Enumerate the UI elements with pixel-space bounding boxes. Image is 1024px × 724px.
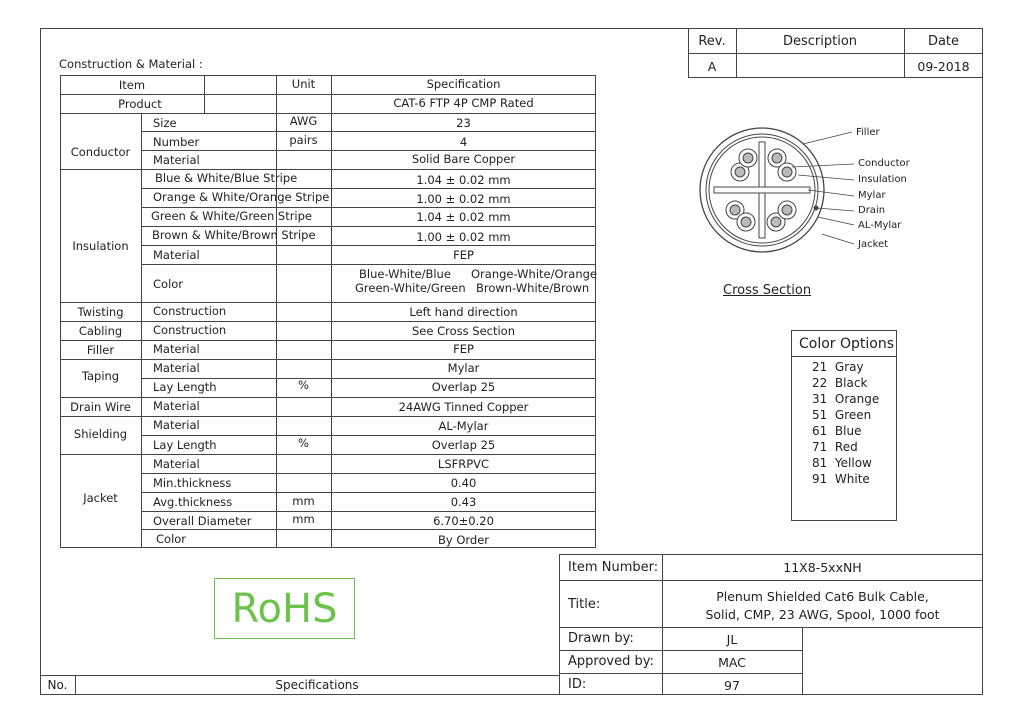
color-option-item: 71 Red [812, 440, 858, 454]
jacket-label: Jacket [83, 491, 118, 505]
color-options-list [812, 359, 879, 487]
table-rule [60, 397, 596, 398]
footer-specifications-label: Specifications [275, 678, 359, 692]
drain-wire-name: Material [153, 399, 200, 413]
table-rule [141, 150, 596, 151]
table-rule [141, 188, 596, 189]
product-label: Product [118, 97, 162, 111]
label-insulation: Insulation [858, 174, 907, 185]
color-option-item: 91 White [812, 472, 870, 486]
footer-no-label: No. [47, 678, 68, 692]
table-rule [60, 302, 596, 303]
color-option-item: 22 Black [812, 376, 868, 390]
taping-material-label: Material [153, 361, 200, 375]
title-block-rule [559, 554, 983, 555]
jacket-material-spec: LSFRPVC [437, 457, 490, 471]
taping-laylength-spec: Overlap 25 [431, 380, 496, 394]
drain-wire-spec: 24AWG Tinned Copper [398, 400, 529, 414]
drain-wire-label: Drain Wire [70, 400, 131, 414]
jacket-diameter-label: Overall Diameter [153, 514, 252, 528]
table-rule [60, 94, 596, 95]
table-rule [60, 454, 596, 455]
shielding-label: Shielding [73, 427, 128, 441]
conductor-number-label: Number [153, 135, 200, 149]
insulation-blue-label: Blue & White/Blue Stripe [155, 171, 298, 185]
jacket-diameter-unit: mm [292, 512, 315, 526]
jacket-color-label: Color [156, 532, 187, 546]
conductor-size-label: Size [153, 116, 177, 130]
insulation-brown-spec: 1.00 ± 0.02 mm [416, 230, 511, 244]
table-rule [141, 207, 596, 208]
table-rule [141, 473, 596, 474]
insulation-color-3: Green-White/Green [355, 281, 466, 295]
insulation-color-label: Color [153, 277, 184, 291]
filler-label: Filler [86, 343, 115, 357]
title-line-1: Plenum Shielded Cat6 Bulk Cable, [716, 589, 929, 604]
filler-name: Material [153, 342, 200, 356]
label-mylar: Mylar [858, 190, 886, 201]
twisting-spec: Left hand direction [409, 305, 518, 319]
insulation-green-label: Green & White/Green Stripe [151, 209, 313, 223]
label-filler: Filler [856, 127, 880, 138]
date-header: Date [927, 34, 960, 49]
title-block-rule [559, 673, 802, 674]
conductor-number-spec: 4 [459, 135, 468, 149]
title-block-rule [559, 627, 983, 628]
color-option-item: 31 Orange [812, 392, 880, 406]
item-number-label: Item Number: [568, 560, 659, 575]
color-option-item: 21 Gray [812, 360, 864, 374]
shielding-material-label: Material [153, 418, 200, 432]
taping-label: Taping [81, 369, 120, 383]
insulation-blue-spec: 1.04 ± 0.02 mm [416, 173, 511, 187]
rev-value: A [707, 59, 717, 74]
jacket-diameter-spec: 6.70±0.20 [433, 514, 494, 528]
conductor-size-unit: AWG [289, 114, 318, 128]
title-block-rule [559, 650, 802, 651]
title-label: Title: [568, 597, 601, 612]
header-unit: Unit [291, 77, 316, 91]
table-rule [60, 359, 596, 360]
title-block-divider [802, 627, 803, 695]
taping-laylength-unit: % [298, 378, 309, 392]
color-option-item: 51 Green [812, 408, 872, 422]
footer-rule [40, 675, 559, 676]
table-rule [141, 264, 596, 265]
table-rule [141, 511, 596, 512]
table-rule [141, 245, 596, 246]
jacket-avgthickness-label: Avg.thickness [153, 495, 233, 509]
cabling-name: Construction [153, 323, 227, 337]
insulation-color-2: Orange-White/Orange [471, 267, 597, 281]
header-item: Item [118, 78, 146, 92]
revision-rule [688, 53, 983, 54]
product-spec: CAT-6 FTP 4P CMP Rated [393, 96, 534, 110]
filler-spec: FEP [453, 342, 474, 356]
description-header: Description [782, 34, 858, 49]
shielding-laylength-label: Lay Length [153, 438, 217, 452]
jacket-avgthickness-spec: 0.43 [450, 495, 477, 509]
jacket-avgthickness-unit: mm [292, 494, 315, 508]
table-rule [60, 416, 596, 417]
shielding-laylength-spec: Overlap 25 [431, 438, 496, 452]
date-value: 09-2018 [917, 59, 970, 74]
id-value: 97 [724, 678, 740, 693]
insulation-orange-spec: 1.00 ± 0.02 mm [416, 192, 511, 206]
table-rule [141, 529, 596, 530]
twisting-name: Construction [153, 304, 227, 318]
insulation-color-4: Brown-White/Brown [476, 281, 590, 295]
rev-header: Rev. [698, 34, 726, 49]
table-rule [60, 321, 596, 322]
insulation-label: Insulation [72, 239, 129, 253]
id-label: ID: [568, 677, 587, 692]
insulation-orange-label: Orange & White/Orange Stripe [153, 190, 330, 204]
cabling-spec: See Cross Section [411, 324, 515, 338]
title-block-divider [662, 554, 663, 695]
drawn-by-value: JL [726, 632, 738, 647]
shielding-laylength-unit: % [298, 436, 309, 450]
insulation-material-spec: FEP [453, 248, 474, 262]
jacket-color-spec: By Order [437, 533, 490, 547]
filler-cross [714, 142, 810, 238]
conductor-number-unit: pairs [289, 133, 318, 147]
color-options-title: Color Options [799, 336, 895, 352]
jacket-minthickness-spec: 0.40 [450, 476, 477, 490]
insulation-brown-label: Brown & White/Brown Stripe [152, 228, 316, 242]
table-rule [141, 131, 596, 132]
shielding-material-spec: AL-Mylar [438, 419, 489, 433]
insulation-color-1: Blue-White/Blue [359, 267, 451, 281]
color-option-item: 61 Blue [812, 424, 862, 438]
table-rule [141, 492, 596, 493]
label-jacket: Jacket [858, 239, 889, 250]
label-conductor: Conductor [858, 158, 910, 169]
title-line-2: Solid, CMP, 23 AWG, Spool, 1000 foot [705, 607, 940, 622]
insulation-green-spec: 1.04 ± 0.02 mm [416, 210, 511, 224]
insulation-material-label: Material [153, 248, 200, 262]
table-rule [60, 340, 596, 341]
twisting-label: Twisting [77, 305, 124, 319]
drawn-by-label: Drawn by: [568, 631, 634, 646]
taping-laylength-label: Lay Length [153, 380, 217, 394]
label-drain: Drain [858, 205, 886, 216]
table-rule [141, 435, 596, 436]
conductor-size-spec: 23 [456, 116, 471, 130]
table-divider [141, 113, 142, 548]
conductor-label: Conductor [70, 145, 131, 159]
header-specification: Specification [426, 77, 501, 91]
color-options-rule [791, 356, 897, 357]
cabling-label: Cabling [78, 324, 123, 338]
color-option-item: 81 Yellow [812, 456, 872, 470]
section-title: Construction & Material : [59, 57, 203, 71]
item-number-value: 11X8-5xxNH [783, 560, 862, 575]
cross-section-caption: Cross Section [723, 283, 812, 298]
approved-by-value: MAC [718, 655, 746, 670]
title-block-rule [559, 580, 983, 581]
label-al-mylar: AL-Mylar [858, 220, 902, 231]
table-rule [141, 378, 596, 379]
rohs-badge: RoHS [214, 578, 355, 639]
conductor-material-label: Material [153, 153, 200, 167]
jacket-material-label: Material [153, 457, 200, 471]
table-rule [141, 226, 596, 227]
table-rule [60, 169, 596, 170]
taping-material-spec: Mylar [447, 361, 480, 375]
jacket-minthickness-label: Min.thickness [153, 476, 232, 490]
approved-by-label: Approved by: [568, 654, 654, 669]
conductor-material-spec: Solid Bare Copper [411, 152, 516, 166]
